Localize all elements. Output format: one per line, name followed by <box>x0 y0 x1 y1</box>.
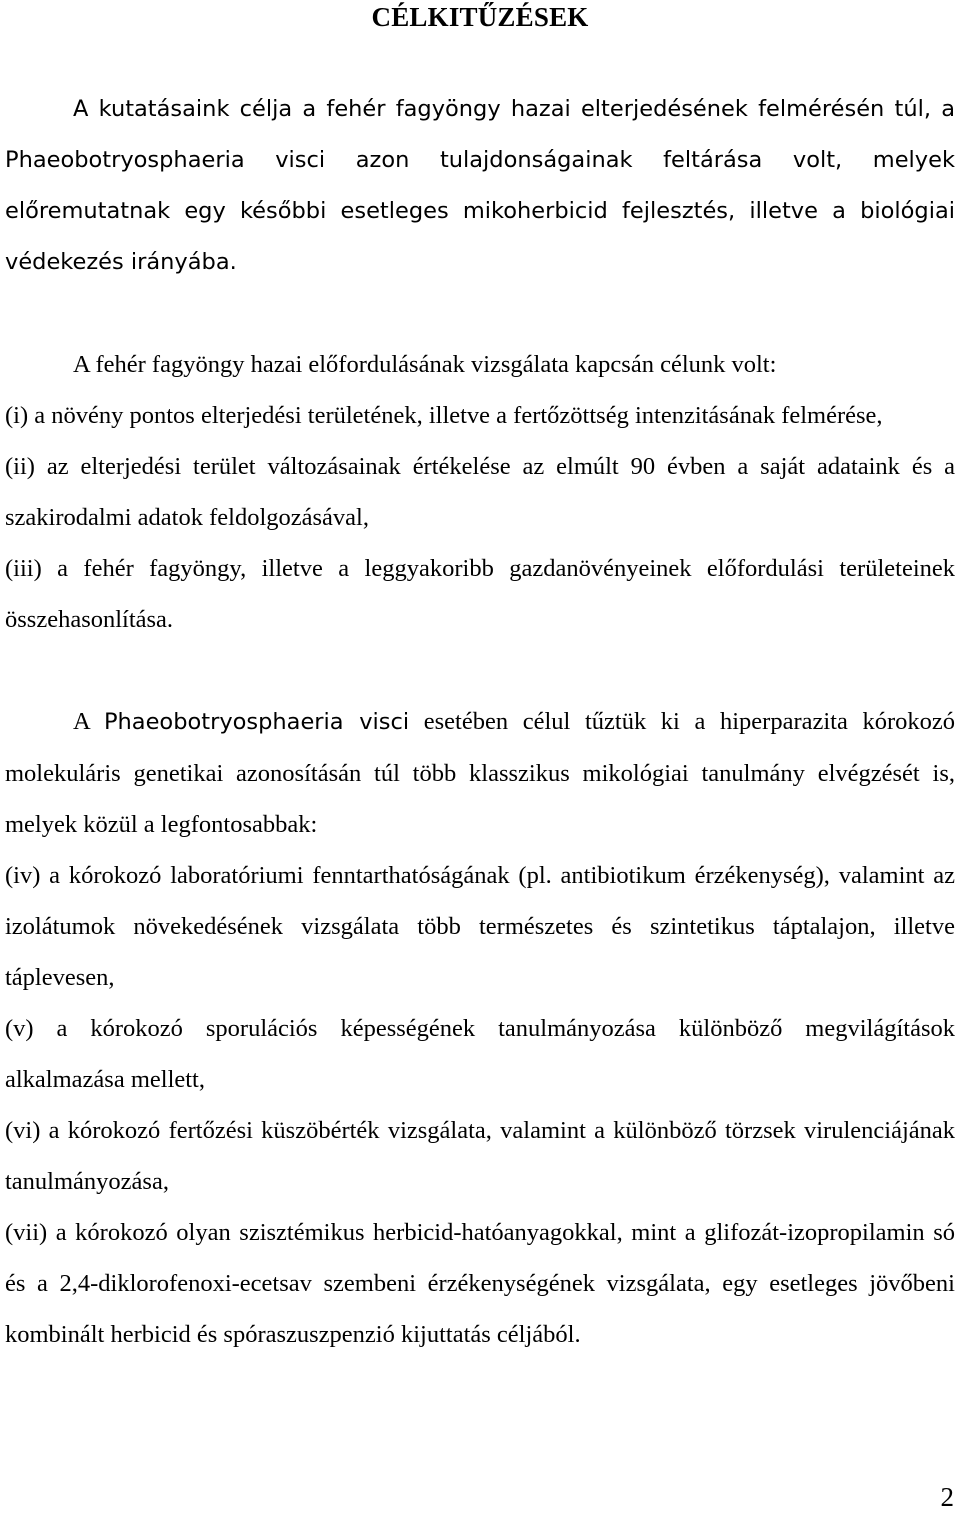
page-title: CÉLKITŰZÉSEK <box>371 2 589 32</box>
objective-item-iii: (iii) a fehér fagyöngy, illetve a leggyakoribb gazdanövényeinek előfordulási területeinek összehasonlítása. <box>5 555 955 633</box>
objective-item-ii: (ii) az elterjedési terület változásainak értékelése az elmúlt 90 évben a saját adataink és a szakirodalmi adatok feldolgozásával, <box>5 453 955 531</box>
objective-item-vii: (vii) a kórokozó olyan szisztémikus herbicid-hatóanyagokkal, mint a glifozát-izopropilamin só és a 2,4-diklorofenoxi-ecetsav szembeni érzékenységének vizsgálata, egy esetleges jövőbeni kombinált herbicid és spóraszuszpenzió kijuttatás céljából. <box>5 1219 955 1348</box>
fungus-lead <box>5 696 955 850</box>
document-page <box>5 0 955 1360</box>
fungus-lead-start: A <box>73 708 104 735</box>
intro-paragraph <box>5 84 955 288</box>
mistletoe-lead: A fehér fagyöngy hazai előfordulásának vizsgálata kapcsán célunk volt: <box>73 351 777 378</box>
objective-item-i: (i) a növény pontos elterjedési területének, illetve a fertőzöttség intenzitásának felmérése, <box>5 402 883 429</box>
species-name: Phaeobotryosphaeria visci <box>5 147 326 173</box>
intro-text-end: azon tulajdonságainak feltárása volt, melyek előremutatnak egy későbbi esetleges mikoherbicid fejlesztés, illetve a biológiai védekezés irányába. <box>5 147 955 275</box>
objective-item-iv: (iv) a kórokozó laboratóriumi fenntarthatóságának (pl. antibiotikum érzékenység), valamint az izolátumok növekedésének vizsgálata több természetes és szintetikus táptalajon, illetve táplevesen, <box>5 862 955 991</box>
objective-item-vi: (vi) a kórokozó fertőzési küszöbérték vizsgálata, valamint a különböző törzsek virulenciájának tanulmányozása, <box>5 1117 955 1195</box>
page-number: 2 <box>940 1482 954 1512</box>
fungus-lead-end: esetében célul tűztük ki a hiperparazita kórokozó molekuláris genetikai azonosításán túl több klasszikus mikológiai tanulmány elvégzését is, melyek közül a legfontosabbak: <box>5 708 955 838</box>
intro-text-start: A kutatásaink célja a fehér fagyöngy hazai elterjedésének felmérésén túl, a <box>73 96 955 122</box>
species-name: Phaeobotryosphaeria visci <box>103 709 410 735</box>
objective-item-v: (v) a kórokozó sporulációs képességének tanulmányozása különböző megvilágítások alkalmazása mellett, <box>5 1015 955 1093</box>
